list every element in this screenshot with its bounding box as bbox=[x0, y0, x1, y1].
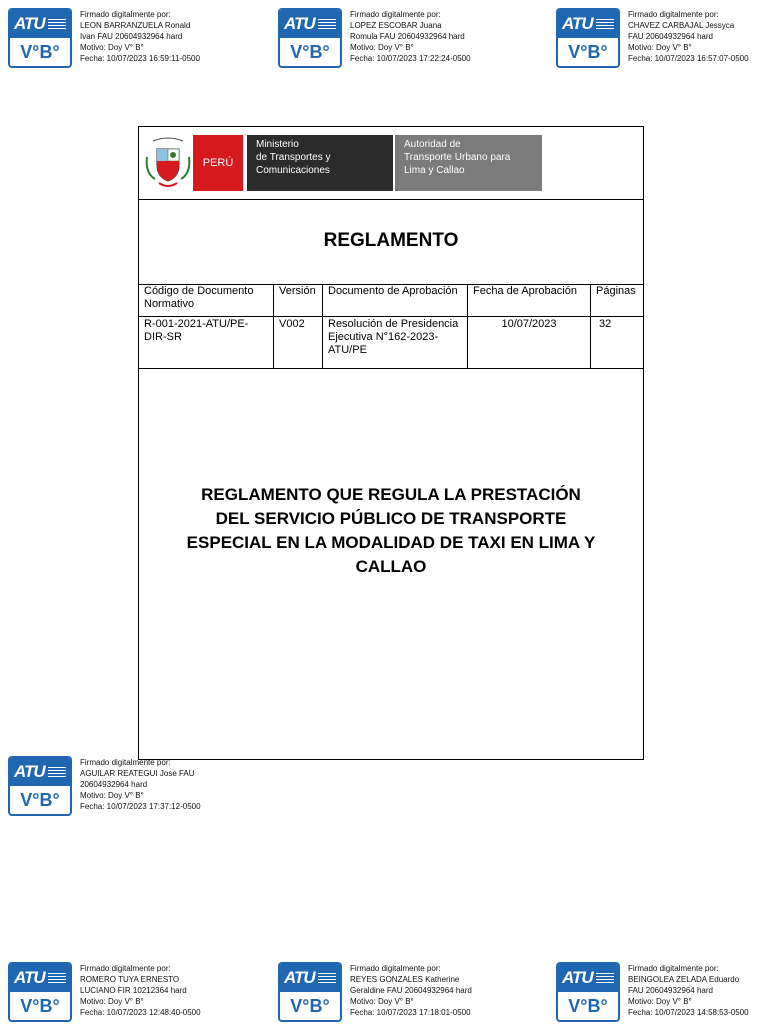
table-header: Documento de Aprobación bbox=[323, 284, 468, 317]
signature-text: Firmado digitalmente por: LEON BARRANZUELA Ronald Ivan FAU 20604932964 hard Motivo: Doy V° B° Fecha: 10/07/2023 16:59:11-0500 bbox=[80, 10, 200, 63]
table-cell: V002 bbox=[274, 317, 323, 369]
signature-stamp bbox=[278, 962, 493, 1026]
atu-vobo-badge bbox=[278, 962, 342, 1022]
signature-stamp bbox=[556, 962, 768, 1026]
atu-vobo-badge bbox=[8, 8, 72, 68]
vobo-mark: V°B° bbox=[568, 995, 608, 1016]
atu-logo: ATU bbox=[284, 14, 315, 33]
institution-header bbox=[139, 127, 643, 200]
signature-text: Firmado digitalmente por: LOPEZ ESCOBAR Juana Romula FAU 20604932964 hard Motivo: Doy V° B° Fecha: 10/07/2023 17:22:24-0500 bbox=[350, 10, 471, 63]
atu-vobo-badge bbox=[556, 8, 620, 68]
table-cell: Resolución de Presidencia Ejecutiva N°162-2023-ATU/PE bbox=[323, 317, 468, 369]
ministerio-label: Ministerio de Transportes y Comunicaciones bbox=[247, 135, 393, 191]
title-row bbox=[139, 200, 643, 285]
table-header: Fecha de Aprobación bbox=[468, 284, 591, 317]
signature-text: Firmado digitalmente por: REYES GONZALES Katherine Geraldine FAU 20604932964 hard Motivo: Doy V° B° Fecha: 10/07/2023 17:18:01-0500 bbox=[350, 964, 472, 1017]
vobo-mark: V°B° bbox=[568, 41, 608, 62]
atu-logo: ATU bbox=[14, 968, 45, 987]
signature-text: Firmado digitalmente por: ROMERO TUYA ERNESTO LUCIANO FIR 10212364 hard Motivo: Doy V° B° Fecha: 10/07/2023 12:48:40-0500 bbox=[80, 964, 201, 1017]
table-cell: 32 bbox=[591, 317, 644, 369]
vobo-mark: V°B° bbox=[20, 41, 60, 62]
table-cell: R-001-2021-ATU/PE-DIR-SR bbox=[139, 317, 274, 369]
atu-logo: ATU bbox=[14, 762, 45, 781]
table-header: Versión bbox=[274, 284, 323, 317]
vobo-mark: V°B° bbox=[290, 995, 330, 1016]
signature-stamp bbox=[278, 8, 493, 72]
signature-text: Firmado digitalmente por: CHAVEZ CARBAJAL Jessyca FAU 20604932964 hard Motivo: Doy V° B° Fecha: 10/07/2023 16:57:07-0500 bbox=[628, 10, 749, 63]
signature-stamp bbox=[8, 962, 223, 1026]
table-row bbox=[139, 317, 643, 369]
signature-text: Firmado digitalmente por: AGUILAR REATEGUI Jose FAU 20604932964 hard Motivo: Doy V° B° Fecha: 10/07/2023 17:37:12-0500 bbox=[80, 758, 201, 811]
atu-vobo-badge bbox=[8, 756, 72, 816]
table-cell: 10/07/2023 bbox=[468, 317, 591, 369]
atu-logo: ATU bbox=[284, 968, 315, 987]
peru-label: PERÚ bbox=[193, 135, 243, 191]
atu-vobo-badge bbox=[8, 962, 72, 1022]
metadata-table bbox=[139, 284, 643, 369]
atu-logo: ATU bbox=[562, 968, 593, 987]
table-header: Código de Documento Normativo bbox=[139, 284, 274, 317]
regulation-title: REGLAMENTO QUE REGULA LA PRESTACIÓN DEL SERVICIO PÚBLICO DE TRANSPORTE ESPECIAL EN LA MODALIDAD DE TAXI EN LIMA Y CALLAO bbox=[186, 485, 596, 576]
atu-label: Autoridad de Transporte Urbano para Lima y Callao bbox=[395, 135, 542, 191]
document-title: REGLAMENTO bbox=[323, 230, 459, 251]
vobo-mark: V°B° bbox=[20, 995, 60, 1016]
document-page bbox=[138, 126, 644, 760]
atu-vobo-badge bbox=[278, 8, 342, 68]
table-header: Páginas bbox=[591, 284, 644, 317]
atu-vobo-badge bbox=[556, 962, 620, 1022]
vobo-mark: V°B° bbox=[20, 789, 60, 810]
atu-logo: ATU bbox=[14, 14, 45, 33]
signature-stamp bbox=[8, 756, 223, 820]
peru-coat-of-arms-icon bbox=[145, 135, 191, 191]
table-header-row bbox=[139, 284, 643, 317]
atu-logo: ATU bbox=[562, 14, 593, 33]
signature-stamp bbox=[8, 8, 223, 72]
signature-text: Firmado digitalmente por: BEINGOLEA ZELADA Eduardo FAU 20604932964 hard Motivo: Doy V° B° Fecha: 10/07/2023 14:58:53-0500 bbox=[628, 964, 749, 1017]
signature-stamp bbox=[556, 8, 768, 72]
vobo-mark: V°B° bbox=[290, 41, 330, 62]
